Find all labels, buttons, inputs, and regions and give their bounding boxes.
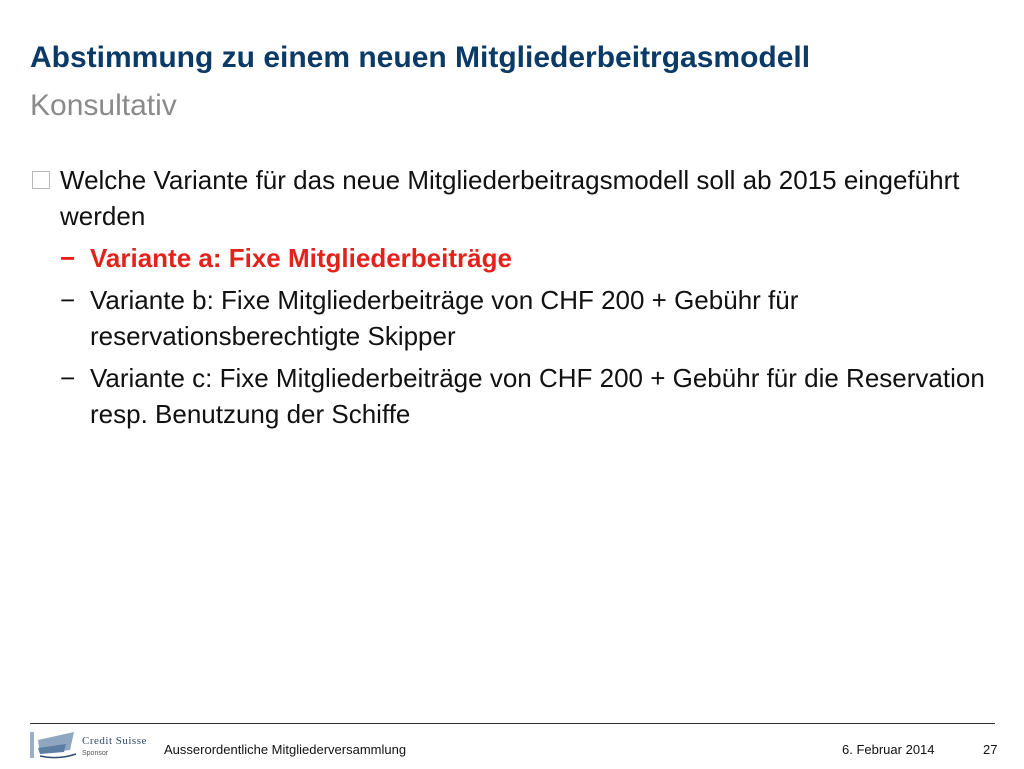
slide-body: [30, 162, 1000, 438]
variant-list: [30, 240, 1000, 432]
variant-b-text: Variante b: Fixe Mitgliederbeiträge von CHF 200 + Gebühr für reservationsberechtigte Skipper: [90, 285, 799, 351]
list-item-variant-b: [30, 282, 1000, 354]
footer-date: 6. Februar 2014: [842, 742, 935, 757]
dash-marker: −: [60, 243, 76, 273]
slide-title: Abstimmung zu einem neuen Mitgliederbeitrgasmodell: [30, 41, 811, 74]
list-item-variant-c: [30, 360, 1000, 432]
list-item-variant-a: [30, 240, 1000, 276]
page-number: 27: [983, 742, 998, 757]
variant-c-text: Variante c: Fixe Mitgliederbeiträge von CHF 200 + Gebühr für die Reservation resp. Benutzung der Schiffe: [90, 363, 985, 429]
footer-divider: [30, 723, 995, 724]
sponsor-logo-name: Credit Suisse: [82, 735, 147, 747]
sponsor-logo-caption: Sponsor: [82, 750, 109, 757]
dash-marker: −: [60, 285, 76, 315]
main-bullet: [30, 162, 1000, 234]
footer-event: Ausserordentliche Mitgliederversammlung: [164, 742, 407, 757]
main-bullet-text: Welche Variante für das neue Mitgliederbeitragsmodell soll ab 2015 eingeführt werden: [60, 165, 960, 231]
bullet-box-icon: [32, 171, 50, 189]
sail-icon: [30, 728, 80, 764]
sponsor-logo: [30, 728, 155, 764]
variant-a-text: Variante a: Fixe Mitgliederbeiträge: [90, 243, 512, 273]
slide-subtitle: Konsultativ: [30, 89, 177, 122]
dash-marker: −: [60, 363, 76, 393]
